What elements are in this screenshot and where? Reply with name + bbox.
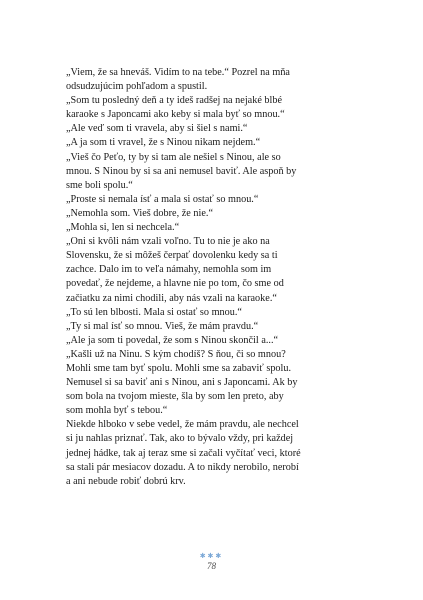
- text-line: „Ty si mal ísť so mnou. Vieš, že mám pravdu.“: [66, 320, 259, 332]
- text-line: povedať, že nejdeme, a hlavne nie po tom, čo sme od: [66, 278, 284, 290]
- text-line: „Som tu posledný deň a ty ideš radšej na nejaké blbé: [66, 95, 283, 107]
- decorative-ornament-icon: ✱✱✱: [199, 552, 224, 560]
- text-line: „To sú len blbosti. Mala si ostať so mnou.“: [66, 306, 242, 318]
- text-line: a ani nebude robiť dobrú krv.: [66, 475, 186, 487]
- text-line: „Oni si kvôli nám vzali voľno. Tu to nie je ako na: [66, 236, 270, 248]
- text-line: Nemusel si sa baviť ani s Ninou, ani s Japoncami. Ak by: [66, 377, 298, 389]
- text-line: mnou. S Ninou by si sa ani nemusel baviť. Ale aspoň by: [66, 165, 297, 177]
- text-line: „Ale ja som ti povedal, že som s Ninou skončil a...“: [66, 334, 279, 346]
- text-line: „Kašli už na Ninu. S kým chodíš? S ňou, či so mnou?: [66, 348, 286, 360]
- text-line: „Nemohla som. Vieš dobre, že nie.“: [66, 207, 213, 219]
- text-line: sme boli spolu.“: [66, 179, 133, 191]
- text-line: karaoke s Japoncami ako keby si mala byť so mnou.“: [66, 109, 285, 121]
- text-line: „Proste si nemala ísť a mala si ostať so mnou.“: [66, 193, 259, 205]
- text-line: som bola na tvojom mieste, šla by som len preto, aby: [66, 391, 284, 403]
- text-line: som mohla byť s tebou.“: [66, 405, 168, 417]
- text-line: „Ale veď som ti vravela, aby si šiel s nami.“: [66, 123, 248, 135]
- text-line: zachce. Dalo im to veľa námahy, nemohla som im: [66, 264, 272, 276]
- text-line: si ju nahlas priznať. Tak, ako to bývalo vždy, pri každej: [66, 433, 294, 445]
- text-line: Slovensku, že si môžeš čerpať dovolenku kedy sa ti: [66, 250, 278, 262]
- page-number: 78: [207, 561, 216, 571]
- text-line: „Mohla si, len si nechcela.“: [66, 222, 180, 234]
- text-line: začiatku za nimi chodili, aby nás vzali na karaoke.“: [66, 292, 277, 304]
- body-text: [66, 66, 366, 489]
- text-line: odsudzujúcim pohľadom a spustil.: [66, 81, 208, 93]
- text-line: Mohli sme tam byť spolu. Mohli sme sa zabaviť spolu.: [66, 362, 292, 374]
- text-line: „Viem, že sa hneváš. Vidím to na tebe.“ Pozrel na mňa: [66, 67, 290, 78]
- text-line: „Vieš čo Peťo, ty by si tam ale nešiel s Ninou, ale so: [66, 151, 281, 163]
- text-line: jednej hádke, tak aj teraz sme si začali vyčítať veci, ktoré: [66, 447, 301, 459]
- page-footer: [0, 552, 423, 572]
- text-line: „A ja som ti vravel, že s Ninou nikam nejdem.“: [66, 137, 261, 149]
- text-line: Niekde hlboko v sebe vedel, že mám pravdu, ale nechcel: [66, 419, 299, 431]
- text-line: sa stali pár mesiacov dozadu. A to nikdy nerobilo, nerobí: [66, 461, 299, 473]
